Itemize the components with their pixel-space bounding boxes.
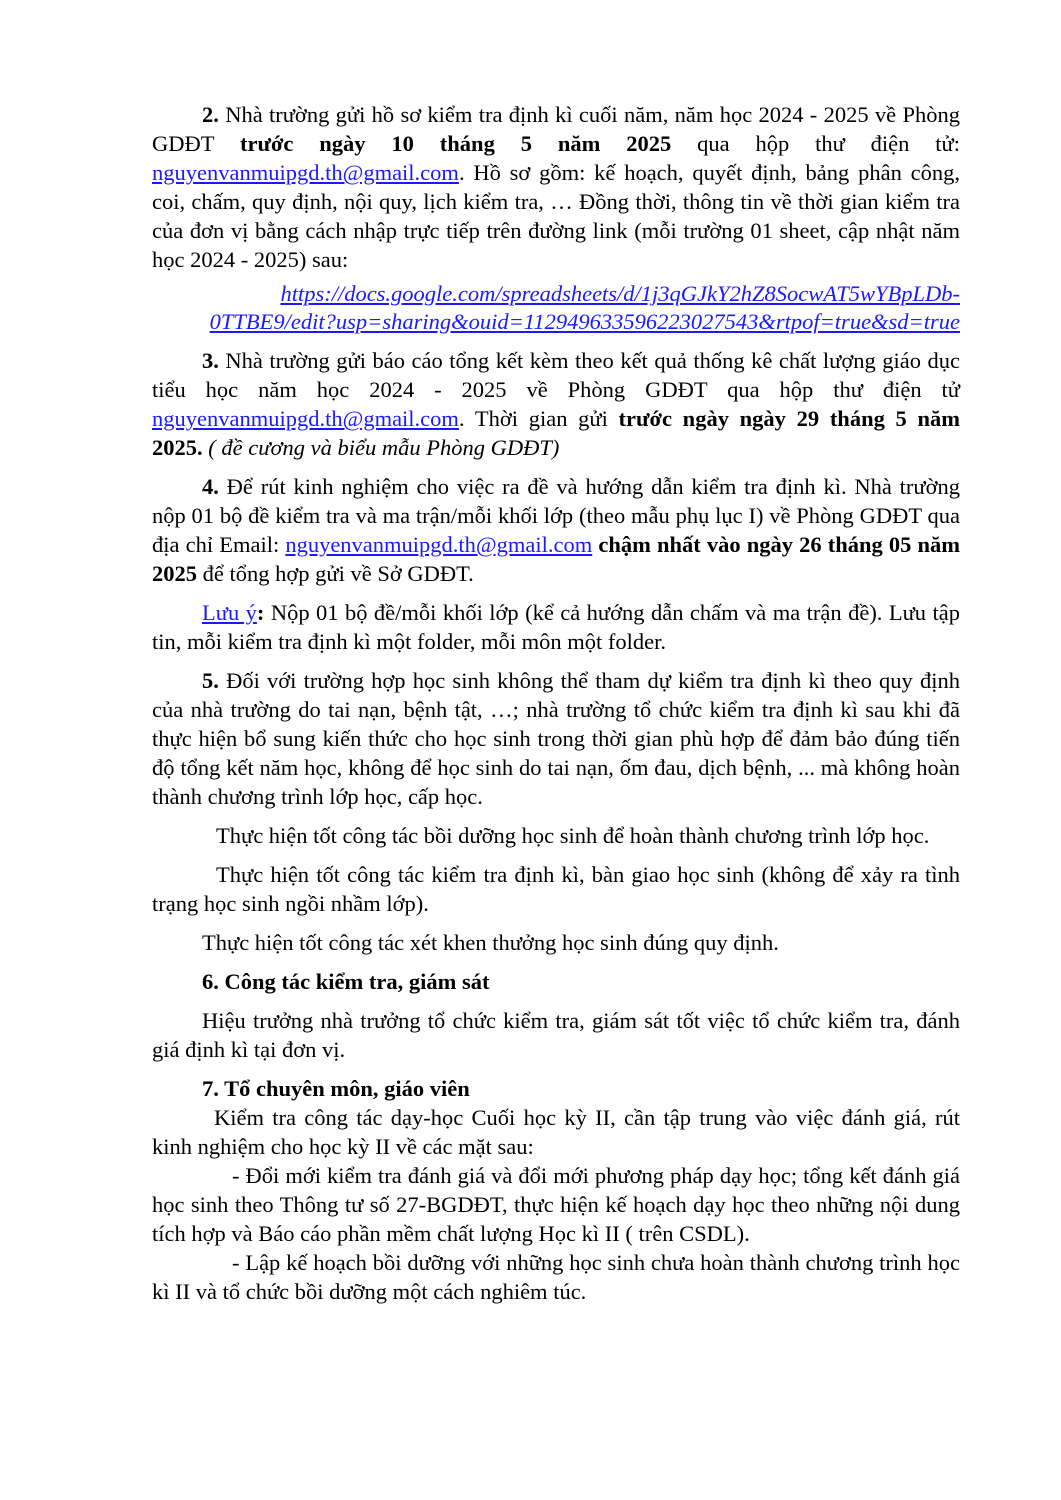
section-5-paragraph — [152, 666, 960, 811]
section-2-text-3: . Hồ sơ gồm: kế hoạch, quyết định, bảng phân công, coi, chấm, quy định, nội quy, lịch kiểm tra, … Đồng thời, thông tin về thời gian kiểm tra của đơn vị bằng cách nhập trực tiếp trên đường link (mỗi trường 01 sheet, cập nhật năm học 2024 - 2025) sau: — [152, 160, 960, 272]
section-5-paragraph-3: Thực hiện tốt công tác kiểm tra định kì, bàn giao học sinh (không để xảy ra tình trạng học sinh ngồi nhầm lớp). — [152, 862, 960, 916]
section-5-text: Đối với trường hợp học sinh không thể tham dự kiểm tra định kì theo quy định của nhà trường do tai nạn, bệnh tật, …; nhà trường tổ chức kiểm tra định kì sau khi đã thực hiện bổ sung kiến thức cho học sinh trong thời gian phù hợp để đảm bảo đúng tiến độ tổng kết năm học, không để học sinh do tai nạn, ốm đau, dịch bệnh, ... mà không hoàn thành chương trình lớp học, cấp học. — [152, 668, 960, 809]
note-colon: : — [256, 600, 265, 625]
section-4-email-link[interactable]: nguyenvanmuipgd.th@gmail.com — [285, 532, 593, 557]
section-6-paragraph: Hiệu trưởng nhà trưởng tổ chức kiểm tra, giám sát tốt việc tổ chức kiểm tra, đánh giá định kì tại đơn vị. — [152, 1008, 960, 1062]
section-2-email-link[interactable]: nguyenvanmuipgd.th@gmail.com — [152, 160, 459, 185]
spreadsheet-link-line-2[interactable]: 0TTBE9/edit?usp=sharing&ouid=112949633596223027543&rtpof=true&sd=true — [209, 309, 960, 334]
note-paragraph — [152, 598, 960, 656]
section-5-paragraph-2: Thực hiện tốt công tác bồi dưỡng học sinh để hoàn thành chương trình lớp học. — [216, 823, 930, 848]
section-6-heading-text: 6. Công tác kiểm tra, giám sát — [202, 969, 490, 994]
section-2-text-1: Nhà trường gửi hồ sơ kiểm tra định kì cuối năm, năm học 2024 - 2025 về Phòng GDĐT — [152, 102, 960, 156]
section-4-text-2: để tổng hợp gửi về Sở GDĐT. — [197, 561, 474, 586]
section-3-text-2: . Thời gian gửi — [458, 406, 619, 431]
section-3-number: 3. — [202, 348, 219, 373]
section-7-heading — [152, 1074, 960, 1103]
section-7-heading-text: 7. Tổ chuyên môn, giáo viên — [202, 1076, 470, 1101]
section-3-email-link[interactable]: nguyenvanmuipgd.th@gmail.com — [152, 406, 459, 431]
section-5-paragraph-4: Thực hiện tốt công tác xét khen thưởng học sinh đúng quy định. — [202, 930, 779, 955]
note-label: Lưu ý — [202, 600, 257, 625]
section-4-text-1: Để rút kinh nghiệm cho việc ra đề và hướng dẫn kiểm tra định kì. Nhà trường nộp 01 bộ đề kiểm tra và ma trận/mỗi khối lớp (theo mẫu phụ lục I) về Phòng GDĐT qua địa chỉ Email: — [152, 474, 960, 557]
document-page — [152, 100, 960, 1306]
section-3-text-1: Nhà trường gửi báo cáo tổng kết kèm theo kết quả thống kê chất lượng giáo dục tiểu học năm học 2024 - 2025 về Phòng GDĐT qua hộp thư điện tử — [152, 348, 960, 402]
spreadsheet-link[interactable] — [152, 280, 960, 336]
section-2-paragraph — [152, 100, 960, 274]
spreadsheet-link-line-1[interactable]: https://docs.google.com/spreadsheets/d/1j3qGJkY2hZ8SocwAT5wYBpLDb- — [280, 281, 960, 306]
note-text: Nộp 01 bộ đề/mỗi khối lớp (kể cả hướng dẫn chấm và ma trận đề). Lưu tập tin, mỗi kiểm tra định kì một folder, mỗi môn một folder. — [152, 600, 960, 654]
section-3-paragraph — [152, 346, 960, 462]
section-7-paragraph-2: - Đổi mới kiểm tra đánh giá và đổi mới phương pháp dạy học; tổng kết đánh giá học sinh theo Thông tư số 27-BGDĐT, thực hiện kế hoạch dạy học theo những nội dung tích hợp và Báo cáo phần mềm chất lượng Học kì II ( trên CSDL). — [152, 1163, 960, 1246]
section-2-number: 2. — [202, 102, 219, 127]
section-6-heading — [152, 967, 960, 996]
section-4-paragraph — [152, 472, 960, 588]
section-2-deadline: trước ngày 10 tháng 5 năm 2025 — [239, 131, 672, 156]
section-7-paragraph-3: - Lập kế hoạch bồi dưỡng với những học sinh chưa hoàn thành chương trình học kì II và tổ chức bồi dưỡng một cách nghiêm túc. — [152, 1250, 960, 1304]
section-3-note: ( đề cương và biểu mẫu Phòng GDĐT) — [202, 435, 560, 460]
section-3-deadline: trước ngày ngày 29 tháng 5 năm 2025. — [152, 406, 960, 460]
section-2-text-2: qua hộp thư điện tử: — [671, 131, 960, 156]
section-4-number: 4. — [202, 474, 219, 499]
section-7-paragraph-1: Kiểm tra công tác dạy-học Cuối học kỳ II, cần tập trung vào việc đánh giá, rút kinh nghiệm cho học kỳ II về các mặt sau: — [152, 1105, 960, 1159]
section-5-number: 5. — [202, 668, 219, 693]
section-4-deadline: chậm nhất vào ngày 26 tháng 05 năm 2025 — [152, 532, 960, 586]
